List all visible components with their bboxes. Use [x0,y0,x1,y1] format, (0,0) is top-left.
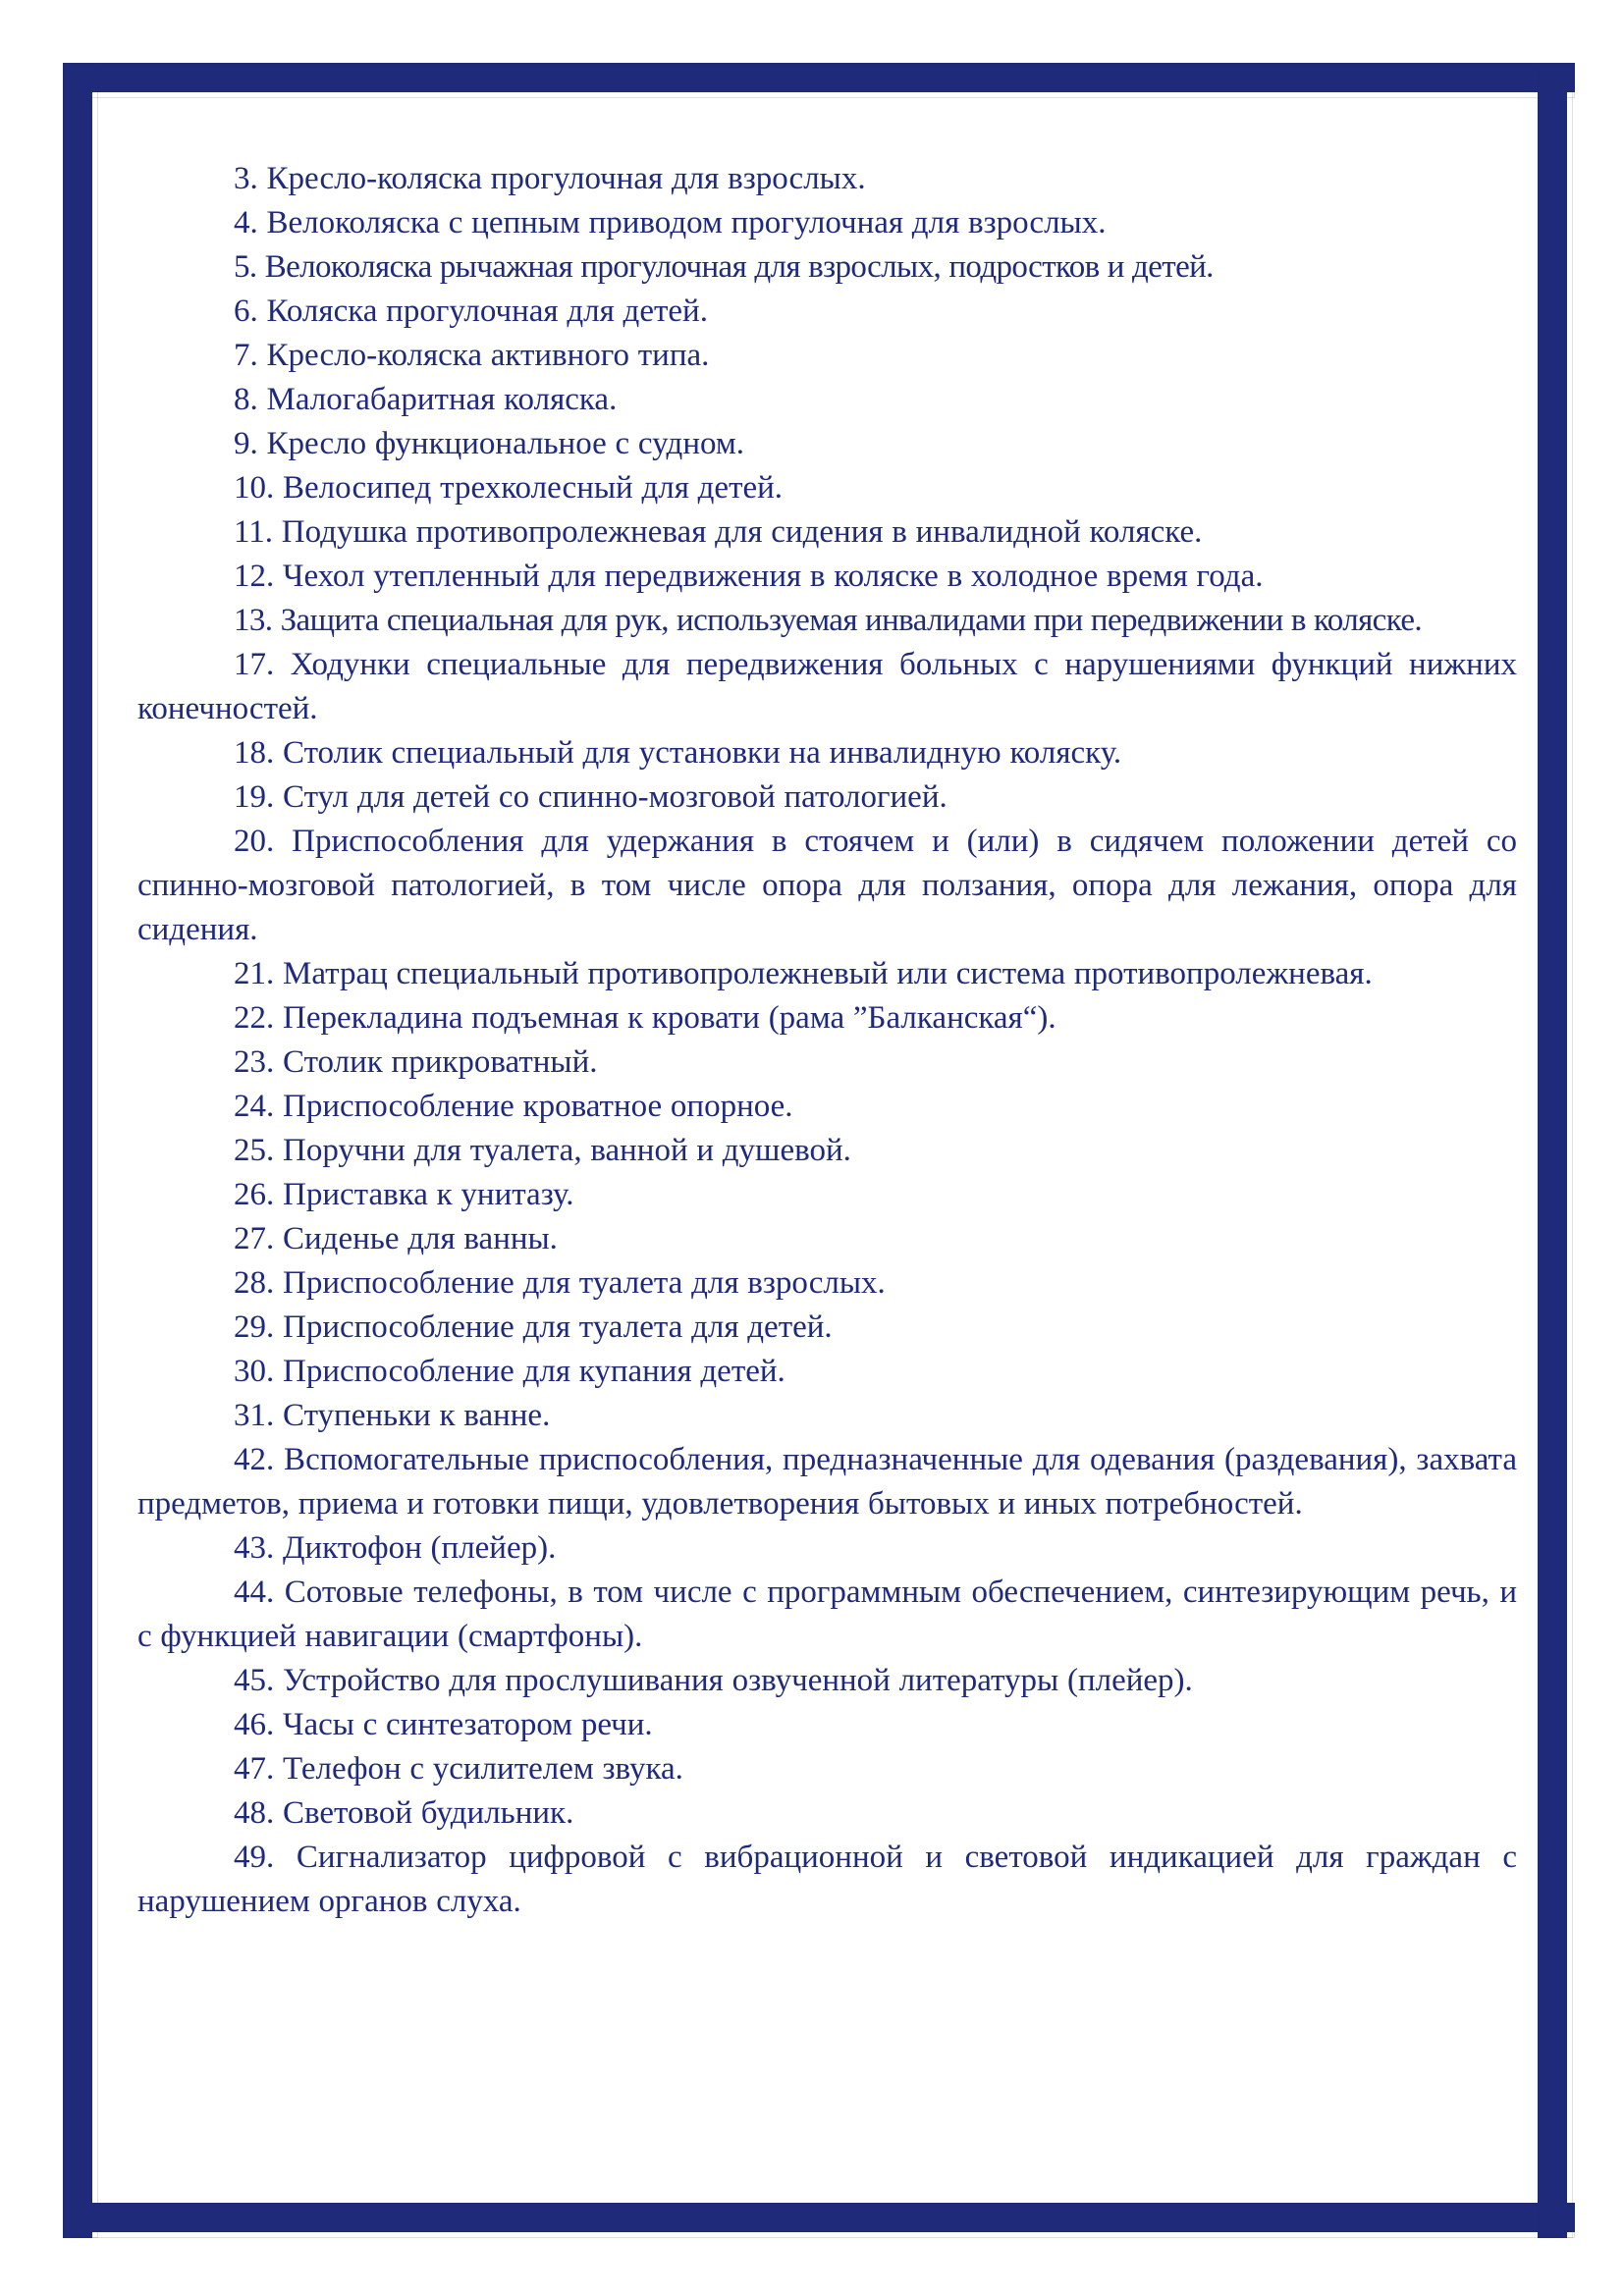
list-item: 29. Приспособление для туалета для детей. [234,1309,833,1345]
list-item: 47. Телефон с усилителем звука. [234,1751,683,1787]
list-item: 48. Световой будильник. [234,1795,574,1831]
list-item: 28. Приспособление для туалета для взрослых. [234,1265,886,1301]
list-item: 4. Велоколяска с цепным приводом прогулочная для взрослых. [234,205,1107,240]
list-item: 46. Часы с синтезатором речи. [234,1707,653,1742]
list-item: 42. Вспомогательные приспособления, предназначенные для одевания (раздевания), захвата предметов, приема и готовки пищи, удовлетворения бытовых и иных потребностей. [137,1442,1517,1522]
list-item: 11. Подушка противопролежневая для сидения в инвалидной коляске. [234,514,1203,550]
list-item: 9. Кресло функциональное с судном. [234,426,744,461]
list-item: 8. Малогабаритная коляска. [234,382,618,417]
list-item: 24. Приспособление кроватное опорное. [234,1089,793,1124]
list-item: 20. Приспособления для удержания в стоячем и (или) в сидячем положении детей со спинно-мозговой патологией, в том числе опора для ползания, опора для лежания, опора для сидения. [137,824,1517,947]
list-item: 49. Сигнализатор цифровой с вибрационной и световой индикацией для граждан с нарушением органов слуха. [137,1840,1517,1919]
list-item: 17. Ходунки специальные для передвижения больных с нарушениями функций нижних конечностей. [137,647,1517,726]
list-item: 23. Столик прикроватный. [234,1044,598,1080]
decorative-border-left [63,63,98,2238]
list-item: 26. Приставка к унитазу. [234,1177,574,1212]
decorative-border-top [63,63,1575,98]
list-item: 18. Столик специальный для установки на инвалидную коляску. [234,735,1122,771]
decorative-border-bottom [63,2203,1575,2238]
list-item: 43. Диктофон (плейер). [234,1530,557,1566]
list-item: 10. Велосипед трехколесный для детей. [234,470,784,506]
list-item: 19. Стул для детей со спинно-мозговой патологией. [234,779,947,815]
list-item: 25. Поручни для туалета, ванной и душевой. [234,1133,851,1168]
list-item: 31. Ступеньки к ванне. [234,1398,551,1433]
list-item: 30. Приспособление для купания детей. [234,1354,785,1389]
list-item: 21. Матрац специальный противопролежневый или система противопролежневая. [234,956,1373,991]
list-item: 45. Устройство для прослушивания озвученной литературы (плейер). [234,1663,1193,1698]
list-item: 6. Коляска прогулочная для детей. [234,294,708,329]
list-item: 44. Сотовые телефоны, в том числе с программным обеспечением, синтезирующим речь, и с функцией навигации (смартфоны). [137,1575,1517,1654]
list-item: 7. Кресло-коляска активного типа. [234,338,710,373]
list-item: 12. Чехол утепленный для передвижения в коляске в холодное время года. [234,559,1264,594]
list-item: 13. Защита специальная для рук, используемая инвалидами при передвижении в коляске. [234,603,1423,638]
list-item: 22. Перекладина подъемная к кровати (рама ”Балканская“). [234,1000,1056,1036]
list-item: 5. Велоколяска рычажная прогулочная для взрослых, подростков и детей. [234,249,1214,285]
list-item: 27. Сиденье для ванны. [234,1221,558,1256]
list-item: 3. Кресло-коляска прогулочная для взрослых. [234,161,866,196]
decorative-border-right [1538,63,1573,2238]
item-list [137,157,1517,1924]
